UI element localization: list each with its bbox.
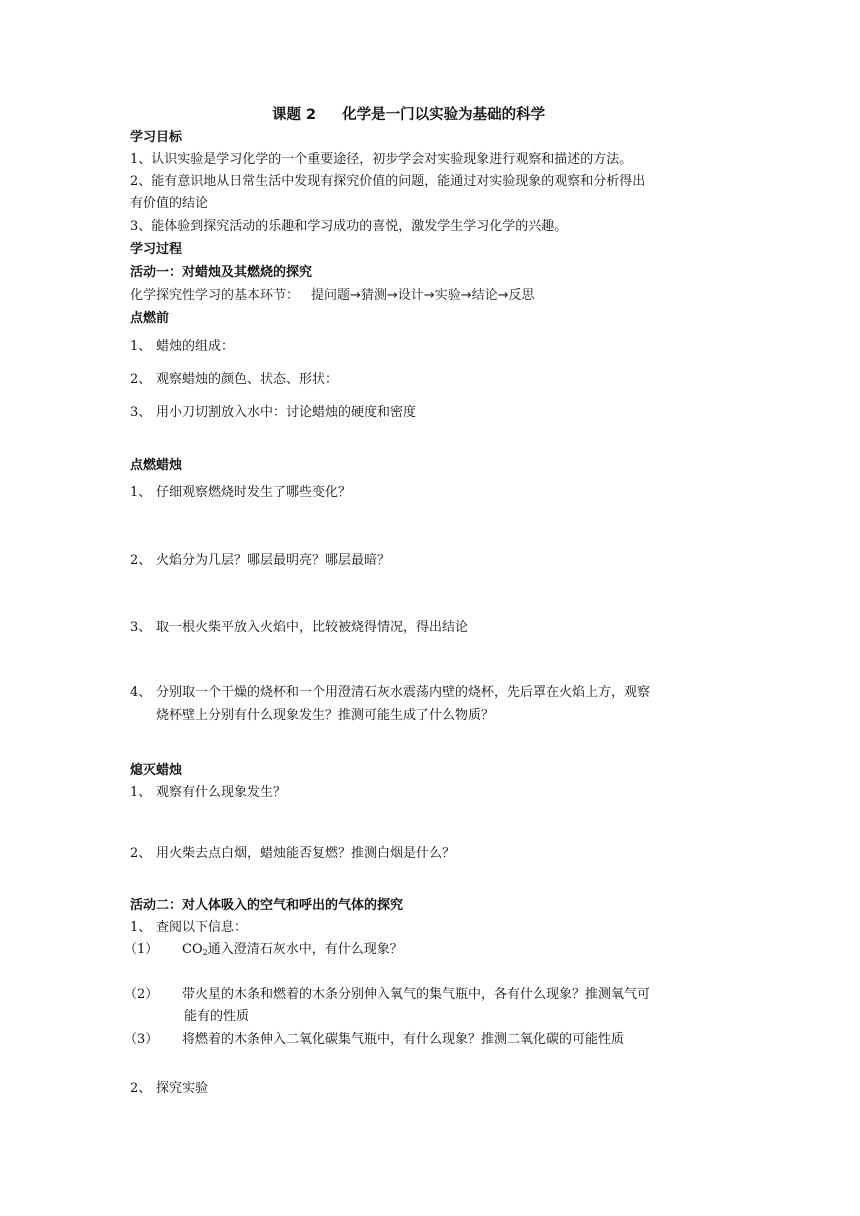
lesson-number: 课题 2 bbox=[272, 107, 317, 123]
list-item-continuation: 烧杯壁上分别有什么现象发生？推测可能生成了什么物质？ bbox=[156, 708, 495, 723]
goal-item-1: 1、认识实验是学习化学的一个重要途径，初步学会对实验现象进行观察和描述的方法。 bbox=[130, 152, 633, 167]
goal-item-3: 3、能体验到探究活动的乐趣和学习成功的喜悦，激发学生学习化学的兴趣。 bbox=[130, 219, 568, 234]
sub-item: （1） $CO_2$通入澄清石灰水中，有什么现象？ bbox=[124, 942, 403, 957]
list-item: 1、 查阅以下信息： bbox=[130, 920, 248, 935]
page-title bbox=[272, 106, 545, 124]
list-item: 2、 用火柴去点白烟，蜡烛能否复燃？推测白烟是什么？ bbox=[130, 846, 456, 861]
list-item: 1、 观察有什么现象发生？ bbox=[130, 785, 287, 800]
list-item: 2、 火焰分为几层？哪层最明亮？哪层最暗？ bbox=[130, 553, 391, 568]
sub-item: （3） 将燃着的木条伸入二氧化碳集气瓶中，有什么现象？推测二氧化碳的可能性质 bbox=[124, 1032, 625, 1047]
list-item: 4、 分别取一个干燥的烧杯和一个用澄清石灰水震荡内壁的烧杯，先后罩在火焰上方，观察 bbox=[130, 685, 651, 700]
list-item: 3、 用小刀切割放入水中：讨论蜡烛的硬度和密度 bbox=[130, 405, 417, 420]
before-lighting-heading: 点燃前 bbox=[130, 311, 170, 326]
inquiry-steps bbox=[130, 287, 534, 305]
inquiry-steps-label: 化学探究性学习的基本环节： bbox=[130, 288, 300, 303]
list-item: 3、 取一根火柴平放入火焰中，比较被烧得情况，得出结论 bbox=[130, 620, 469, 635]
activity-1-heading: 活动一：对蜡烛及其燃烧的探究 bbox=[130, 265, 313, 280]
goal-item-2-line-2: 有价值的结论 bbox=[130, 196, 209, 211]
inquiry-steps-sequence: 提问题→猜测→设计→实验→结论→反思 bbox=[311, 288, 535, 303]
extinguish-candle-heading: 熄灭蜡烛 bbox=[130, 763, 183, 778]
list-item: 2、 观察蜡烛的颜色、状态、形状： bbox=[130, 372, 339, 387]
process-heading: 学习过程 bbox=[130, 242, 183, 257]
list-item: 1、 仔细观察燃烧时发生了哪些变化？ bbox=[130, 485, 352, 500]
activity-2-heading: 活动二：对人体吸入的空气和呼出的气体的探究 bbox=[130, 898, 404, 913]
sub-item-continuation: 能有的性质 bbox=[184, 1009, 250, 1024]
lighting-candle-heading: 点燃蜡烛 bbox=[130, 458, 183, 473]
goals-heading: 学习目标 bbox=[130, 130, 183, 145]
list-item: 1、 蜡烛的组成： bbox=[130, 339, 235, 354]
list-item: 2、 探究实验 bbox=[130, 1081, 209, 1096]
sub-item: （2） 带火星的木条和燃着的木条分别伸入氧气的集气瓶中，各有什么现象？推测氧气可 bbox=[124, 987, 651, 1002]
goal-item-2-line-1: 2、能有意识地从日常生活中发现有探究价值的问题，能通过对实验现象的观察和分析得出 bbox=[130, 174, 646, 189]
co2-formula: $CO_2$ bbox=[182, 942, 208, 957]
lesson-name: 化学是一门以实验为基础的科学 bbox=[342, 107, 546, 123]
